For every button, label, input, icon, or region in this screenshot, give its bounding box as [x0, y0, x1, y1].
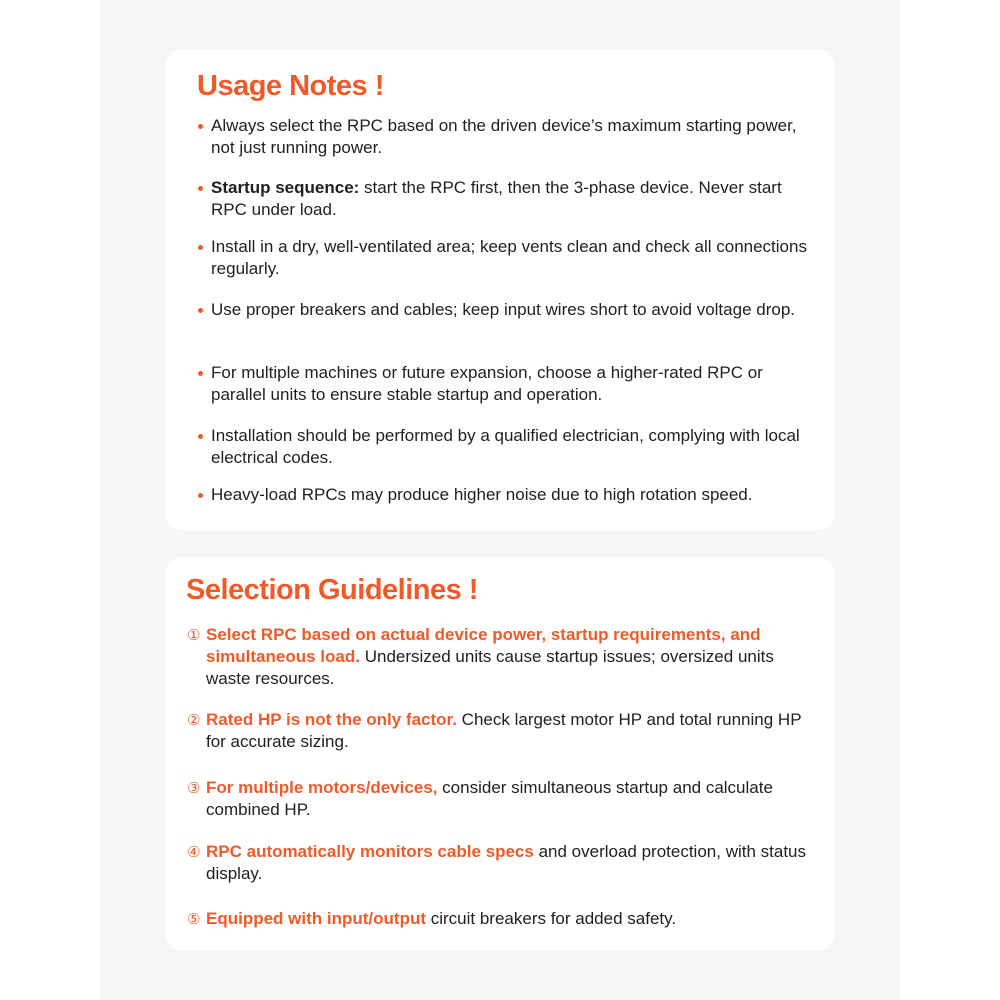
usage-note-item: Install in a dry, well-ventilated area; keep vents clean and check all connections regularly.	[211, 236, 811, 280]
bullet-dot-icon	[198, 493, 203, 498]
circled-number-5-icon: ⑤	[187, 910, 201, 928]
bullet-dot-icon	[198, 371, 203, 376]
usage-notes-card	[165, 49, 835, 530]
usage-note-item: Startup sequence: start the RPC first, then the 3-phase device. Never start RPC under load.	[211, 177, 811, 221]
guideline-item: ① Select RPC based on actual device power, startup requirements, and simultaneous load. Undersized units cause startup issues; oversized units waste resources.	[187, 625, 774, 688]
usage-note-item: Installation should be performed by a qualified electrician, complying with local electrical codes.	[211, 425, 811, 469]
guideline-item: ⑤ Equipped with input/output circuit breakers for added safety.	[187, 909, 677, 928]
bullet-dot-icon	[198, 308, 203, 313]
circled-number-2-icon: ②	[187, 711, 201, 729]
selection-guidelines-card	[165, 557, 835, 951]
circled-number-4-icon: ④	[187, 843, 201, 861]
page-background	[100, 0, 900, 1000]
bullet-dot-icon	[198, 434, 203, 439]
bullet-dot-icon	[198, 245, 203, 250]
usage-note-item: Always select the RPC based on the driven device’s maximum starting power, not just running power.	[211, 115, 811, 159]
guideline-item: ② Rated HP is not the only factor. Check largest motor HP and total running HP for accurate sizing.	[187, 710, 802, 751]
guideline-item: ③ For multiple motors/devices, consider simultaneous startup and calculate combined HP.	[187, 778, 773, 819]
circled-number-1-icon: ①	[187, 626, 201, 644]
circled-number-3-icon: ③	[187, 779, 201, 797]
selection-guidelines-title: Selection Guidelines !	[186, 574, 478, 606]
guideline-item: ④ RPC automatically monitors cable specs and overload protection, with status display.	[187, 842, 807, 883]
bullet-dot-icon	[198, 124, 203, 129]
usage-note-item: Heavy-load RPCs may produce higher noise due to high rotation speed.	[211, 484, 831, 506]
usage-note-item: For multiple machines or future expansion, choose a higher-rated RPC or parallel units to ensure stable startup and operation.	[211, 362, 811, 406]
bullet-dot-icon	[198, 186, 203, 191]
usage-note-item: Use proper breakers and cables; keep input wires short to avoid voltage drop.	[211, 299, 811, 321]
usage-notes-title: Usage Notes !	[197, 70, 384, 102]
